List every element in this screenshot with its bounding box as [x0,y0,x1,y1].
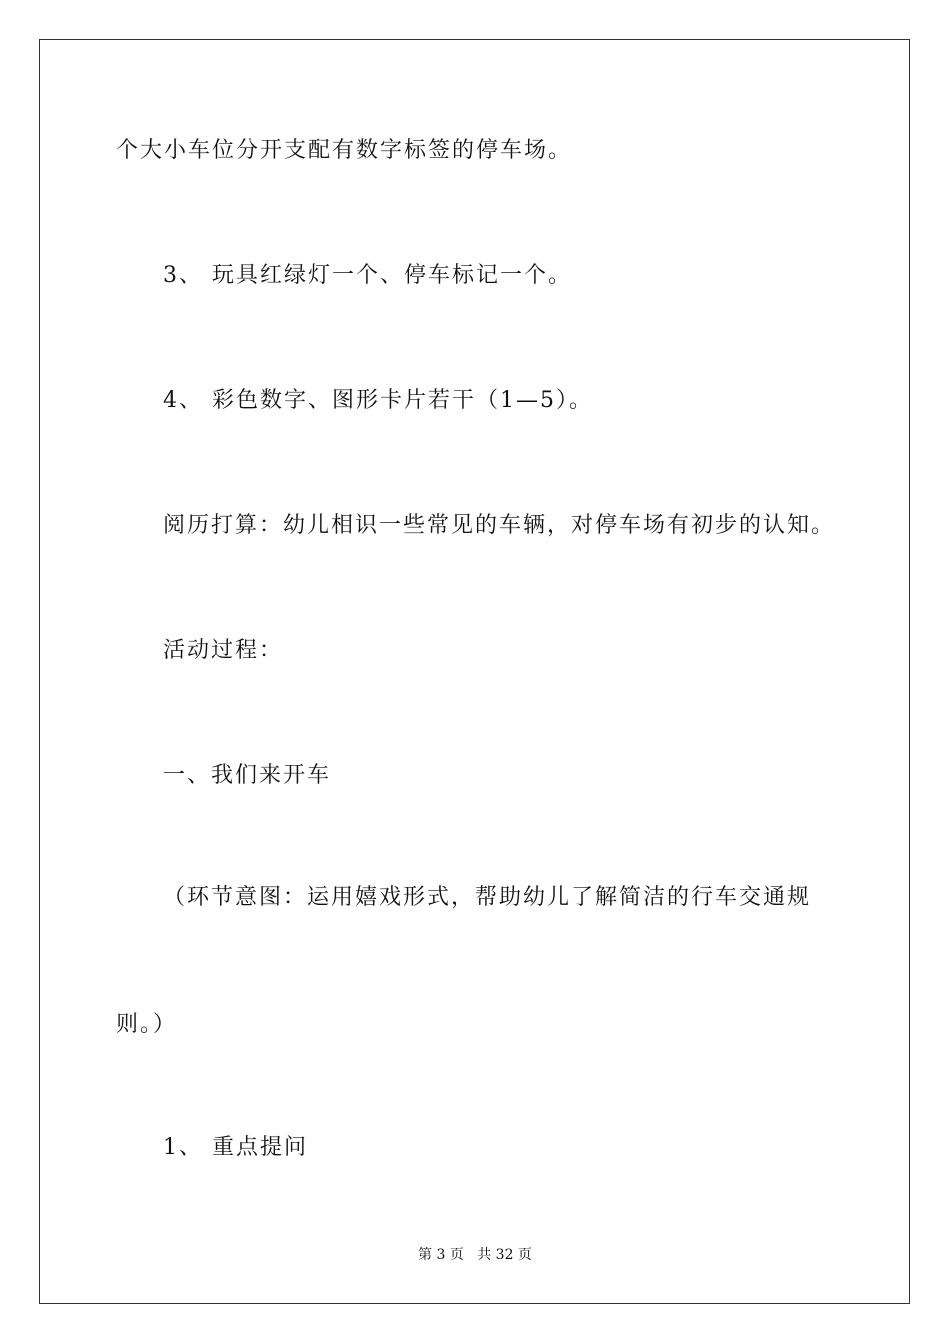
page-border [39,39,910,1304]
paragraph-line-2: 3、 玩具红绿灯一个、停车标记一个。 [163,263,572,288]
paragraph-line-9: 1、 重点提问 [163,1135,308,1160]
footer-total-pages: 共 32 页 [477,1247,532,1263]
paragraph-line-1: 个大小车位分开支配有数字标签的停车场。 [116,138,573,163]
paragraph-line-3: 4、 彩色数字、图形卡片若干（1—5）。 [163,388,593,413]
paragraph-line-7: （环节意图：运用嬉戏形式，帮助幼儿了解简洁的行车交通规 [163,885,812,910]
footer-page-number: 第 3 页 [418,1247,464,1263]
paragraph-line-6: 一、我们来开车 [163,763,332,788]
paragraph-line-4: 阅历打算：幼儿相识一些常见的车辆，对停车场有初步的认知。 [163,513,836,538]
paragraph-line-8: 则。） [116,1012,178,1037]
paragraph-line-5: 活动过程： [163,638,284,663]
page-footer [0,1246,950,1264]
